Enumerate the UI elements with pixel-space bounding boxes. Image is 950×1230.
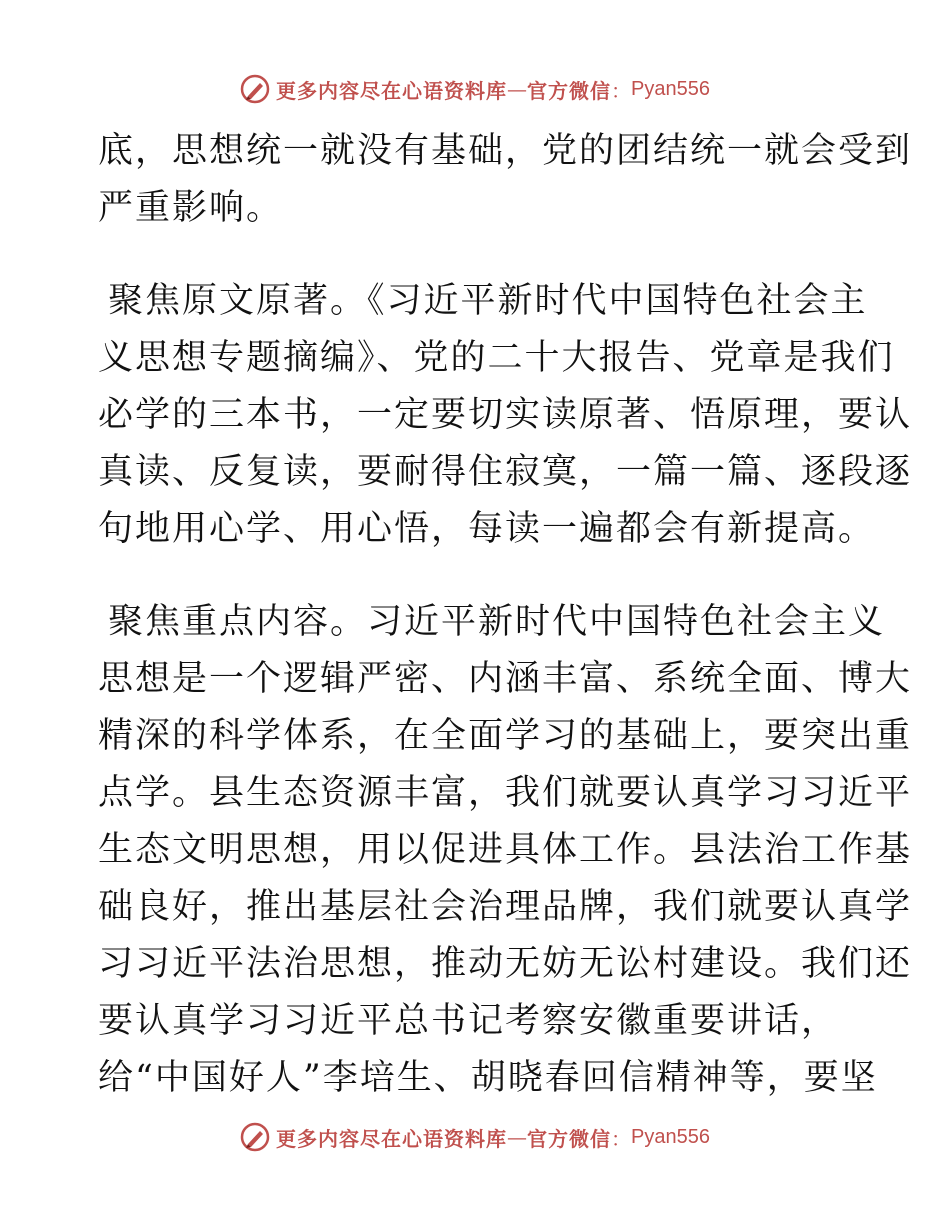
watermark-official-label: 官方微信 xyxy=(527,1126,612,1151)
pen-logo-icon xyxy=(240,74,270,104)
text-line: 严重影响。 xyxy=(98,188,284,228)
watermark-separator: — xyxy=(507,77,528,101)
watermark-colon: ： xyxy=(611,78,632,103)
watermark-wechat-id: Pyan556 xyxy=(631,77,710,100)
header-watermark xyxy=(0,74,950,104)
paragraph-3 xyxy=(98,594,913,1107)
text-line: 真读、反复读，要耐得住寂寞，一篇一篇、逐段逐 xyxy=(98,452,913,492)
text-line: 句地用心学、用心悟，每读一遍都会有新提高。 xyxy=(98,509,876,549)
text-line: 础良好，推出基层社会治理品牌，我们就要认真学 xyxy=(98,887,913,927)
watermark-wechat-id: Pyan556 xyxy=(631,1125,710,1148)
watermark-official-label: 官方微信 xyxy=(527,78,612,103)
watermark-title: 更多内容尽在心语资料库 xyxy=(276,78,508,103)
paragraph-1 xyxy=(98,123,913,237)
paragraph-2 xyxy=(98,273,913,558)
text-line: 习习近平法治思想，推动无妨无讼村建设。我们还 xyxy=(98,944,913,984)
text-line: 精深的科学体系，在全面学习的基础上，要突出重 xyxy=(98,716,913,756)
watermark-title: 更多内容尽在心语资料库 xyxy=(276,1126,508,1151)
footer-watermark xyxy=(0,1122,950,1152)
document-body xyxy=(98,123,913,1107)
text-line: 给“中国好人”李培生、胡晓春回信精神等，要坚 xyxy=(98,1058,878,1098)
watermark-separator: — xyxy=(507,1125,528,1149)
pen-logo-icon xyxy=(240,1122,270,1152)
text-line: 必学的三本书，一定要切实读原著、悟原理，要认 xyxy=(98,395,913,435)
text-line: 底，思想统一就没有基础，党的团结统一就会受到 xyxy=(98,131,913,171)
watermark-colon: ： xyxy=(611,1126,632,1151)
text-line: 思想是一个逻辑严密、内涵丰富、系统全面、博大 xyxy=(98,659,913,699)
text-line: 要认真学习习近平总书记考察安徽重要讲话， xyxy=(98,1001,839,1041)
text-line: 生态文明思想，用以促进具体工作。县法治工作基 xyxy=(98,830,913,870)
text-line: 点学。县生态资源丰富，我们就要认真学习习近平 xyxy=(98,773,913,813)
text-line: 义思想专题摘编》、党的二十大报告、党章是我们 xyxy=(98,338,895,378)
text-line: 聚焦重点内容。习近平新时代中国特色社会主义 xyxy=(108,602,886,642)
text-line: 聚焦原文原著。《习近平新时代中国特色社会主 xyxy=(108,281,868,321)
